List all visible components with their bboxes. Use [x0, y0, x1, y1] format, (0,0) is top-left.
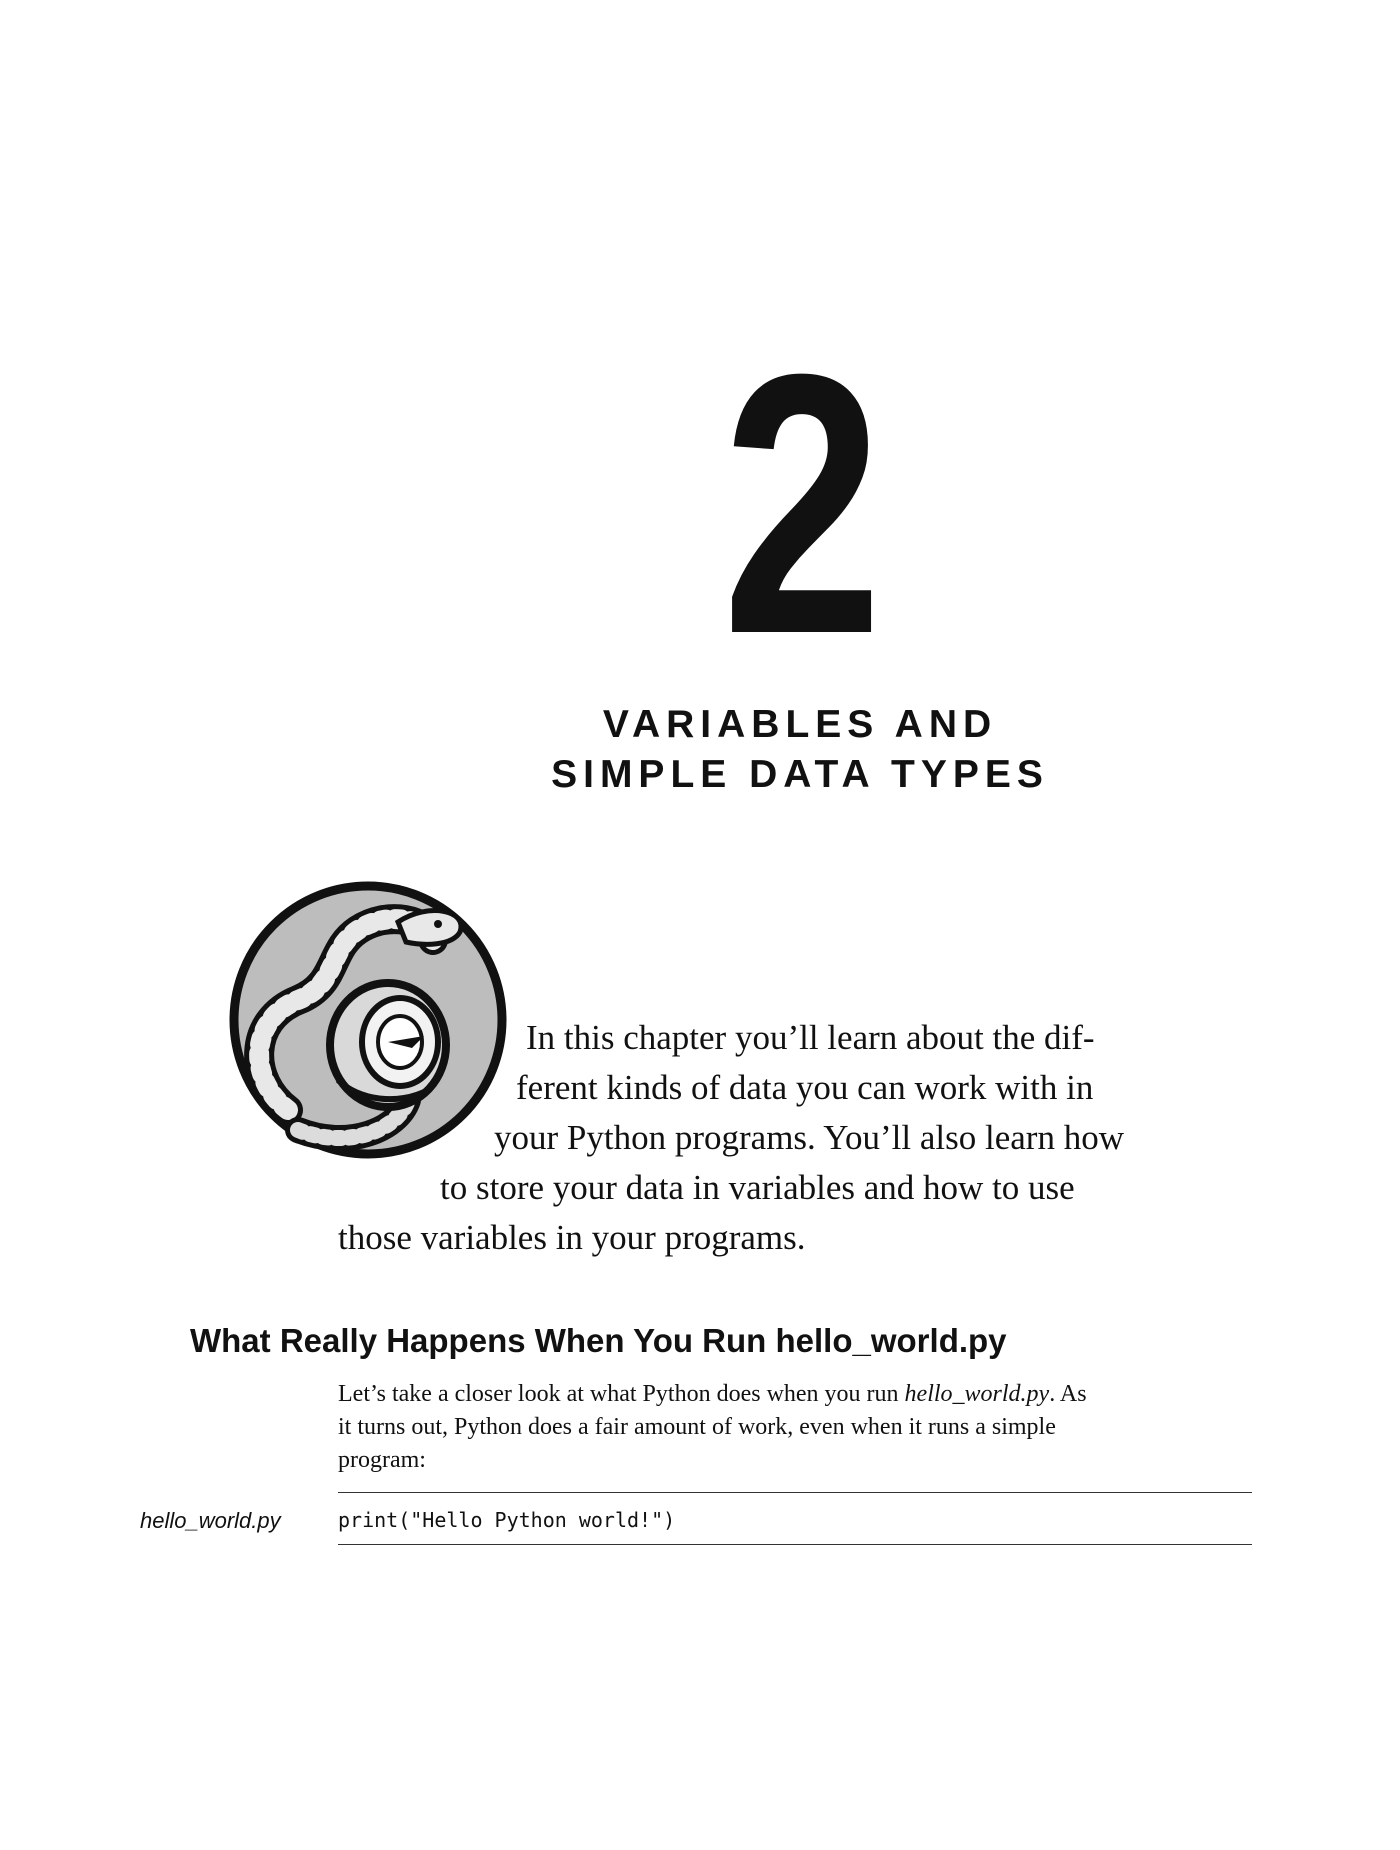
code-top-rule [338, 1492, 1252, 1493]
chapter-title-line-2: SIMPLE DATA TYPES [551, 753, 1049, 796]
chapter-number: 2 [722, 298, 878, 711]
paragraph-line-3: program: [338, 1447, 426, 1473]
section-heading: What Really Happens When You Run hello_world.py [190, 1322, 1007, 1359]
code-line: print("Hello Python world!") [338, 1508, 676, 1532]
intro-line-1: In this chapter you’ll learn about the dif- [526, 1018, 1095, 1057]
intro-line-2: ferent kinds of data you can work with in [516, 1068, 1094, 1107]
intro-line-3: your Python programs. You’ll also learn how [494, 1118, 1124, 1157]
intro-line-5: those variables in your programs. [338, 1218, 806, 1257]
code-bottom-rule [338, 1544, 1252, 1545]
chapter-title [500, 700, 1100, 800]
python-snake-emblem-icon [228, 880, 508, 1160]
code-filename-label: hello_world.py [140, 1508, 281, 1533]
filename-reference: hello_world.py [904, 1381, 1050, 1407]
intro-line-4: to store your data in variables and how to use [440, 1168, 1075, 1207]
paragraph-line-2: it turns out, Python does a fair amount of work, even when it runs a simple [338, 1414, 1056, 1440]
chapter-title-line-1: VARIABLES AND [602, 703, 998, 746]
section-paragraph [338, 1378, 1258, 1477]
paragraph-line-1: Let’s take a closer look at what Python does when you run hello_world.py. As [338, 1381, 1087, 1407]
